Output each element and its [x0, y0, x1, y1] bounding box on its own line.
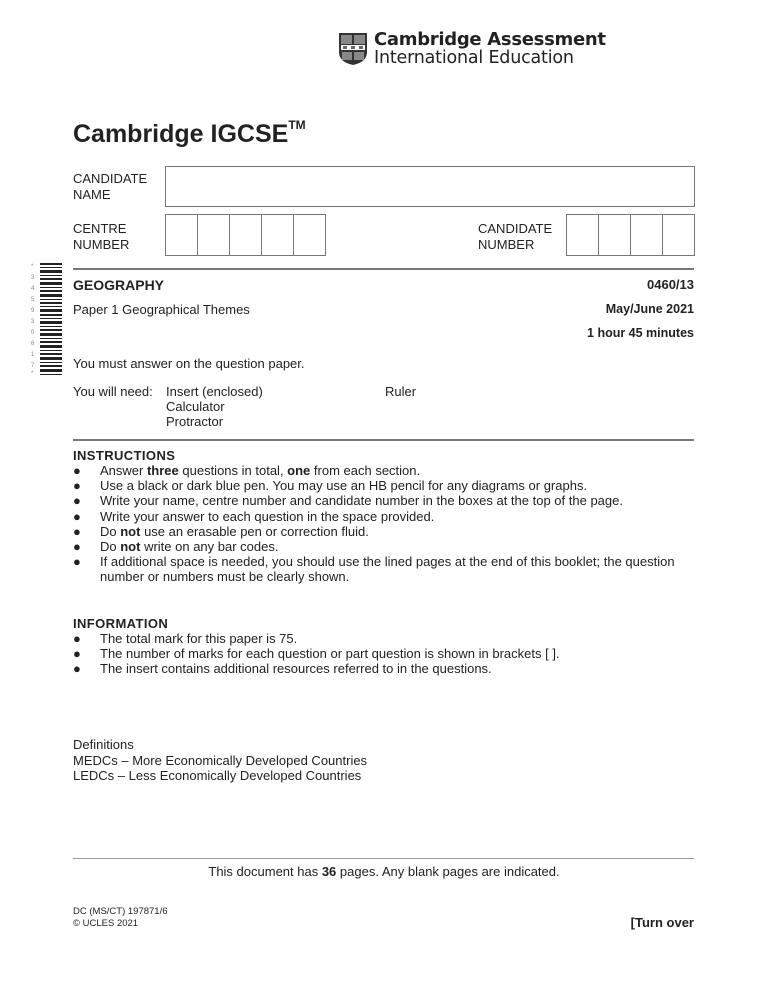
svg-text:*: * — [31, 264, 34, 270]
instruction-item: ● Do not use an erasable pen or correction fluid. — [73, 523, 369, 539]
instruction-item: ● Use a black or dark blue pen. You may use an HB pencil for any diagrams or graphs. — [73, 478, 588, 494]
document-reference: DC (MS/CT) 197871/6 © UCLES 2021 — [73, 906, 168, 929]
information-section — [73, 616, 700, 677]
bullet-icon: ● — [73, 661, 81, 677]
candidate-digit-box[interactable] — [599, 215, 631, 255]
svg-text:*: * — [31, 371, 34, 376]
centre-number-label: CENTRE NUMBER — [73, 221, 130, 252]
bullet-icon: ● — [73, 539, 81, 555]
bullet-icon: ● — [73, 493, 81, 509]
org-name-line1: Cambridge Assessment — [374, 29, 606, 50]
instruction-item: ● Answer three questions in total, one from each section. — [73, 463, 421, 478]
instructions-section — [73, 448, 700, 585]
centre-digit-box[interactable] — [294, 215, 326, 255]
copyright: © UCLES 2021 — [73, 918, 139, 929]
paper-title: Paper 1 Geographical Themes — [73, 302, 250, 317]
equipment-item: Ruler — [385, 384, 417, 399]
turn-over-label: [Turn over — [630, 915, 694, 930]
candidate-name-label: CANDIDATE NAME — [73, 171, 148, 202]
barcode — [28, 262, 64, 376]
svg-text:5: 5 — [31, 297, 35, 303]
instructions-heading: INSTRUCTIONS — [73, 448, 176, 463]
subject-title: GEOGRAPHY — [73, 277, 165, 293]
centre-number-boxes — [165, 214, 326, 256]
svg-text:9: 9 — [31, 308, 35, 314]
divider — [73, 268, 694, 270]
instruction-item: ● Write your name, centre number and candidate number in the boxes at the top of the page. — [73, 493, 623, 509]
trademark: TM — [288, 117, 306, 132]
candidate-name-input[interactable] — [165, 166, 695, 207]
bullet-icon: ● — [73, 478, 81, 494]
exam-session: May/June 2021 — [605, 302, 694, 316]
page-count-note: This document has 36 pages. Any blank pages are indicated. — [208, 864, 560, 879]
svg-text:7: 7 — [31, 363, 35, 369]
bullet-icon: ● — [73, 463, 81, 478]
bullet-icon: ● — [73, 646, 81, 662]
svg-text:0: 0 — [31, 330, 35, 336]
divider — [73, 439, 694, 441]
bullet-icon: ● — [73, 508, 81, 524]
org-name-line2: International Education — [374, 48, 574, 68]
bullet-icon: ● — [73, 631, 81, 646]
answer-note: You must answer on the question paper. — [73, 356, 305, 371]
syllabus-code: 0460/13 — [647, 277, 694, 292]
instructions-list — [73, 463, 700, 585]
centre-digit-box[interactable] — [166, 215, 198, 255]
centre-digit-box[interactable] — [230, 215, 262, 255]
candidate-digit-box[interactable] — [663, 215, 695, 255]
definitions-section — [73, 737, 367, 784]
candidate-number-boxes — [566, 214, 695, 256]
instruction-item: ● Do not write on any bar codes. — [73, 539, 279, 555]
equipment-item: Calculator — [166, 399, 225, 414]
candidate-digit-box[interactable] — [567, 215, 599, 255]
svg-text:3: 3 — [31, 319, 35, 325]
definition-item: MEDCs – More Economically Developed Countries — [73, 752, 368, 768]
information-heading: INFORMATION — [73, 616, 169, 631]
candidate-number-label: CANDIDATE NUMBER — [478, 221, 553, 252]
information-item: ● The number of marks for each question or part question is shown in brackets [ ]. — [73, 646, 560, 662]
instruction-item: ● Write your answer to each question in the space provided. — [73, 508, 435, 524]
candidate-digit-box[interactable] — [631, 215, 663, 255]
instruction-item: ● If additional space is needed, you should use the lined pages at the end of this booklet; the question number or numbers must be clearly shown. — [73, 554, 675, 585]
svg-text:4: 4 — [31, 286, 35, 292]
information-item: ● The total mark for this paper is 75. — [73, 631, 298, 646]
divider — [73, 858, 694, 859]
centre-digit-box[interactable] — [198, 215, 230, 255]
equipment-label: You will need: — [73, 384, 153, 399]
equipment-item: Insert (enclosed) — [166, 384, 263, 399]
bullet-icon: ● — [73, 554, 81, 570]
definitions-heading: Definitions — [73, 737, 134, 752]
exam-duration: 1 hour 45 minutes — [587, 326, 694, 340]
qualification-title: Cambridge IGCSE™ — [73, 117, 306, 148]
information-item: ● The insert contains additional resources referred to in the questions. — [73, 661, 492, 677]
equipment-item: Protractor — [166, 414, 224, 429]
svg-text:1: 1 — [31, 352, 35, 358]
equipment-list — [166, 384, 263, 429]
information-list — [73, 631, 700, 677]
cambridge-logo — [338, 30, 606, 68]
centre-digit-box[interactable] — [262, 215, 294, 255]
bullet-icon: ● — [73, 523, 81, 539]
cambridge-crest-icon — [338, 32, 368, 66]
definition-item: LEDCs – Less Economically Developed Countries — [73, 768, 362, 783]
svg-text:6: 6 — [31, 341, 35, 347]
svg-text:3: 3 — [31, 275, 35, 281]
